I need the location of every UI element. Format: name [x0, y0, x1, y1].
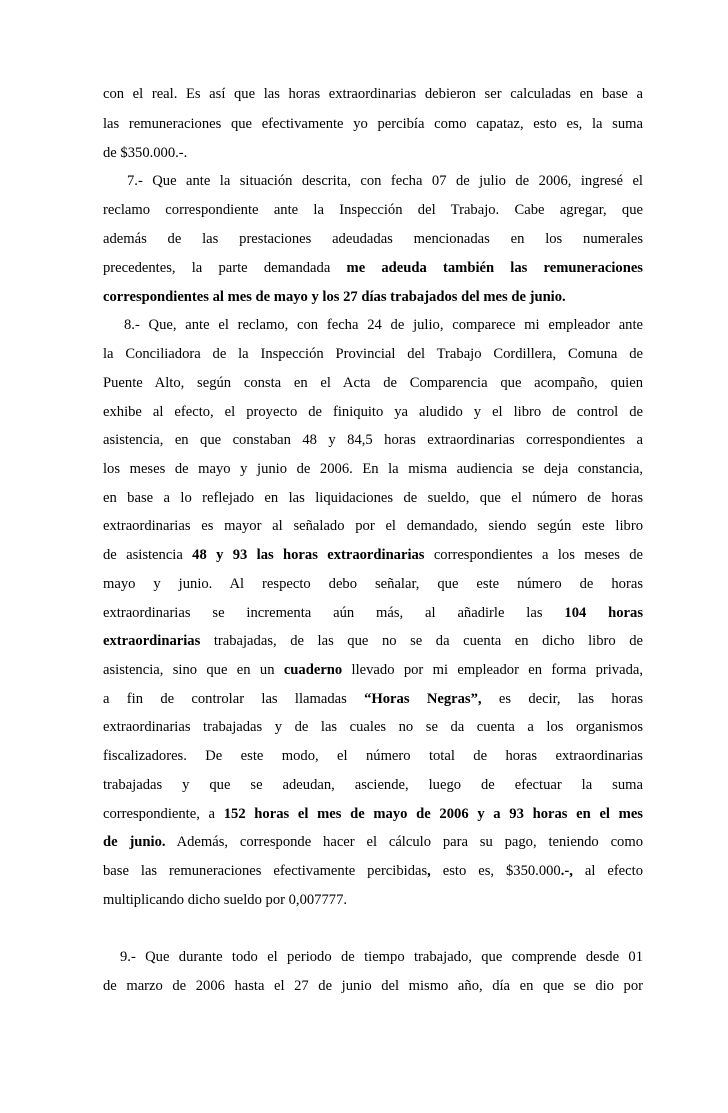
- bold-text-run: cuaderno: [283, 662, 343, 678]
- bold-text-run: 104 horas: [564, 605, 644, 621]
- paragraph-7-start: [127, 171, 643, 191]
- text-line: [103, 488, 643, 508]
- text-run: extraordinarias se incrementa aún más, al añadirle las: [103, 605, 565, 621]
- text-line: [103, 631, 643, 651]
- text-run: llevado por mi empleador en forma privada,: [342, 662, 643, 678]
- text-line: [103, 603, 643, 623]
- text-line: [103, 84, 643, 104]
- text-line: [103, 114, 643, 134]
- text-run: a fin de controlar las llamadas: [103, 691, 365, 707]
- text-line: [103, 976, 643, 996]
- text-line: [103, 545, 643, 565]
- text-run: 8.- Que, ante el reclamo, con fecha 24 de julio, comparece mi empleador ante: [124, 317, 643, 333]
- text-line: [103, 344, 643, 364]
- text-line: [103, 746, 643, 766]
- text-run: esto es, $350.000: [430, 863, 561, 879]
- text-run: la Conciliadora de la Inspección Provincial del Trabajo Cordillera, Comuna de: [103, 346, 643, 362]
- bold-text-run: .-,: [560, 863, 573, 879]
- text-run: Puente Alto, según consta en el Acta de Comparencia que acompaño, quien: [103, 375, 643, 391]
- text-line: [103, 890, 643, 910]
- bold-text-run: ,: [427, 863, 431, 879]
- text-line: [103, 861, 643, 881]
- text-run: Además, corresponde hacer el cálculo para su pago, teniendo como: [165, 834, 643, 850]
- text-run: correspondientes a los meses de: [424, 547, 643, 563]
- text-line: [103, 660, 643, 680]
- text-line: [103, 689, 643, 709]
- text-line: [103, 200, 643, 220]
- text-run: extraordinarias trabajadas y de las cuales no se da cuenta a los organismos: [103, 719, 643, 735]
- text-line: [103, 516, 643, 536]
- text-run: extraordinarias es mayor al señalado por el demandado, siendo según este libro: [103, 518, 643, 534]
- text-run: los meses de mayo y junio de 2006. En la misma audiencia se deja constancia,: [103, 461, 643, 477]
- text-run: asistencia, en que constaban 48 y 84,5 horas extraordinarias correspondientes a: [103, 432, 643, 448]
- text-line: [103, 143, 643, 163]
- text-run: trabajadas, de las que no se da cuenta en dicho libro de: [200, 633, 643, 649]
- text-run: con el real. Es así que las horas extraordinarias debieron ser calculadas en base a: [103, 86, 643, 102]
- paragraph-8-start: [124, 315, 643, 335]
- text-run: base las remuneraciones efectivamente percibidas: [103, 863, 428, 879]
- text-line: [103, 717, 643, 737]
- text-line: [103, 229, 643, 249]
- text-line: [103, 430, 643, 450]
- text-run: además de las prestaciones adeudadas mencionadas en los numerales: [103, 231, 643, 247]
- text-run: precedentes, la parte demandada: [103, 260, 347, 276]
- text-run: trabajadas y que se adeudan, asciende, luego de efectuar la suma: [103, 777, 643, 793]
- text-line: [103, 574, 643, 594]
- text-run: es decir, las horas: [481, 691, 644, 707]
- bold-text-run: 152 horas el mes de mayo de 2006 y a 93 horas en el mes: [223, 806, 643, 822]
- text-run: mayo y junio. Al respecto debo señalar, que este número de horas: [103, 576, 643, 592]
- text-run: al efecto: [572, 863, 643, 879]
- text-run: en base a lo reflejado en las liquidaciones de sueldo, que el número de horas: [103, 490, 643, 506]
- text-line: [103, 287, 643, 307]
- text-run: multiplicando dicho sueldo por 0,007777.: [103, 892, 348, 908]
- text-run: fiscalizadores. De este modo, el número total de horas extraordinarias: [103, 748, 643, 764]
- text-line: [103, 832, 643, 852]
- text-run: las remuneraciones que efectivamente yo percibía como capataz, esto es, la suma: [103, 116, 643, 132]
- text-run: 9.- Que durante todo el periodo de tiempo trabajado, que comprende desde 01: [120, 949, 643, 965]
- text-run: exhibe al efecto, el proyecto de finiquito ya aludido y el libro de control de: [103, 404, 643, 420]
- bold-text-run: me adeuda también las remuneraciones: [346, 260, 643, 276]
- bold-text-run: correspondientes al mes de mayo y los 27 días trabajados del mes de junio.: [103, 289, 566, 305]
- text-line: [103, 459, 643, 479]
- bold-text-run: extraordinarias: [103, 633, 201, 649]
- paragraph-9-start: [120, 947, 643, 967]
- text-run: correspondiente, a: [103, 806, 224, 822]
- text-run: de asistencia: [103, 547, 193, 563]
- bold-text-run: de junio.: [103, 834, 166, 850]
- text-run: asistencia, sino que en un: [103, 662, 284, 678]
- text-run: reclamo correspondiente ante la Inspección del Trabajo. Cabe agregar, que: [103, 202, 643, 218]
- text-run: de marzo de 2006 hasta el 27 de junio del mismo año, día en que se dio por: [103, 978, 643, 994]
- text-run: 7.- Que ante la situación descrita, con fecha 07 de julio de 2006, ingresé el: [127, 173, 643, 189]
- bold-text-run: 48 y 93 las horas extraordinarias: [192, 547, 425, 563]
- bold-text-run: “Horas Negras”,: [364, 691, 482, 707]
- text-line: [103, 402, 643, 422]
- text-line: [103, 804, 643, 824]
- text-line: [103, 258, 643, 278]
- text-run: de $350.000.-.: [103, 145, 188, 161]
- text-line: [103, 775, 643, 795]
- text-line: [103, 373, 643, 393]
